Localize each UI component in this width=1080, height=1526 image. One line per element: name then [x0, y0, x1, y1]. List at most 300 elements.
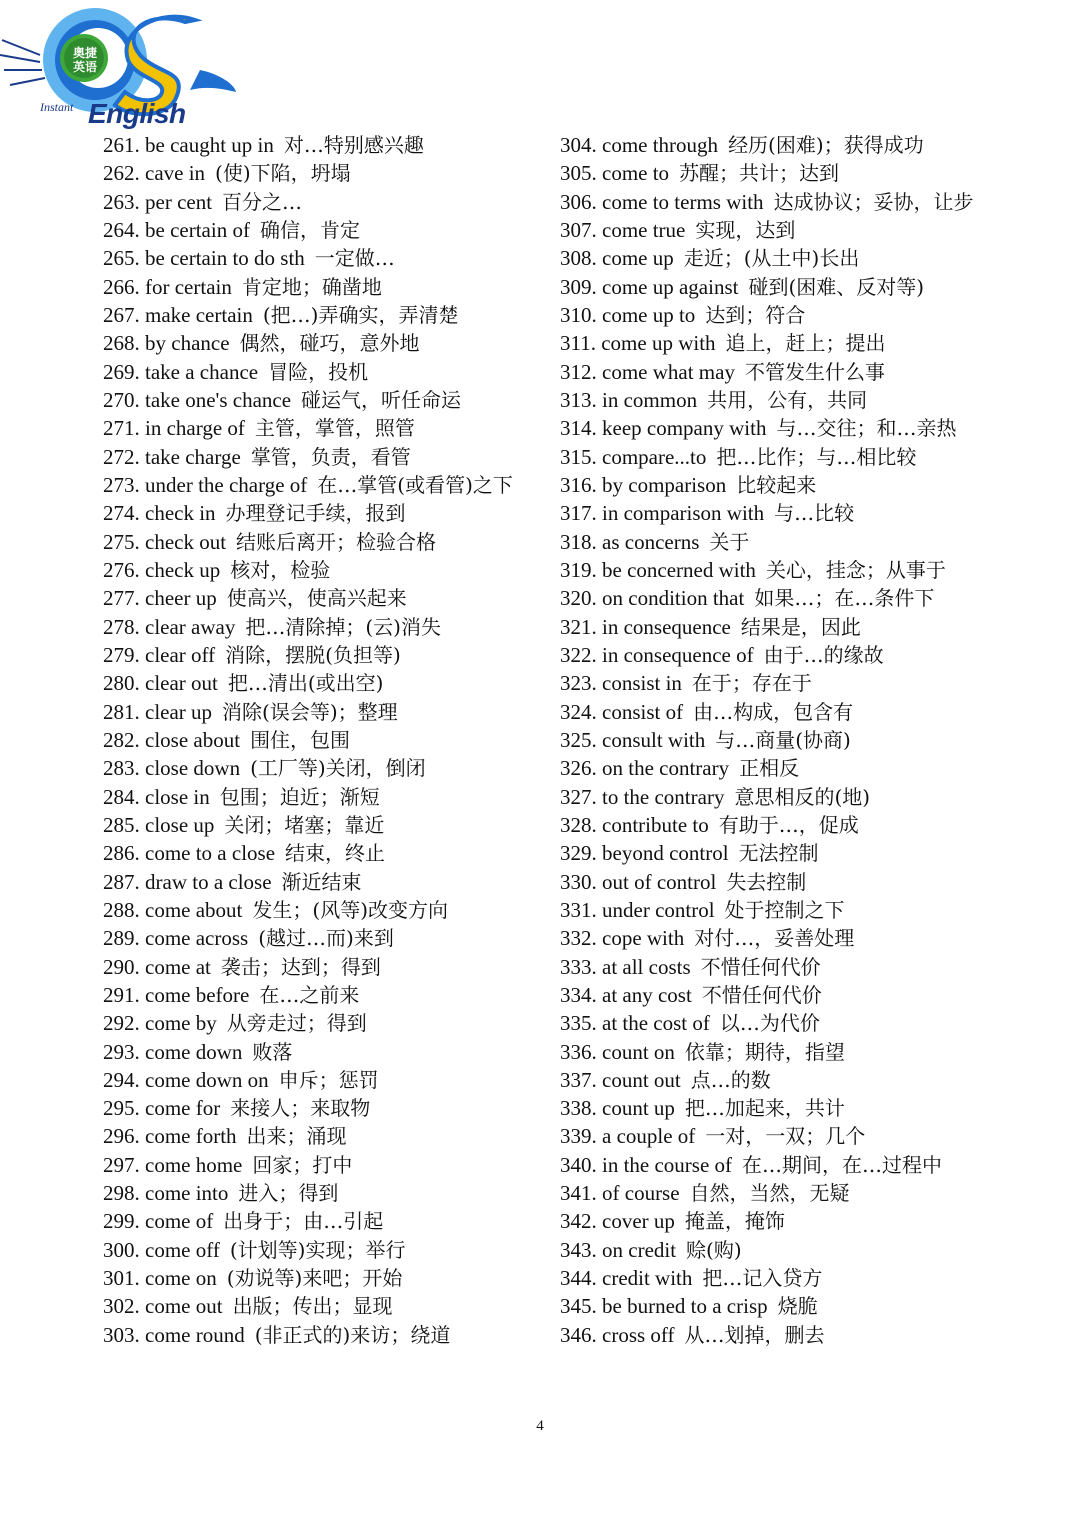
english-phrase: be concerned with [602, 557, 756, 582]
chinese-definition: 结果是，因此 [740, 614, 861, 639]
english-phrase: come of [145, 1209, 214, 1234]
entry-number: 302. [103, 1294, 140, 1319]
entry-number: 346. [560, 1322, 597, 1347]
chinese-definition: 出来；涌现 [246, 1124, 347, 1149]
phrase-entry [560, 301, 985, 329]
entry-number: 335. [560, 1011, 597, 1036]
english-phrase: a couple of [602, 1124, 696, 1149]
chinese-definition: 由…构成，包含有 [693, 699, 854, 724]
phrase-entry [103, 131, 528, 159]
chinese-definition: 办理登记手续，报到 [225, 501, 406, 526]
phrase-entry [103, 386, 528, 414]
english-phrase: come round [145, 1322, 245, 1347]
english-phrase: on the contrary [602, 756, 730, 781]
phrase-entry [103, 783, 528, 811]
english-phrase: consist in [602, 671, 682, 696]
entry-number: 281. [103, 699, 140, 724]
chinese-definition: 出身于；由…引起 [223, 1209, 384, 1234]
english-phrase: check out [145, 529, 227, 554]
entry-number: 269. [103, 359, 140, 384]
entry-number: 323. [560, 671, 597, 696]
chinese-definition: (非正式的)来访；绕道 [254, 1322, 451, 1347]
entry-number: 311. [560, 331, 596, 356]
english-phrase: cave in [145, 161, 206, 186]
english-phrase: take a chance [145, 359, 259, 384]
phrase-entry [103, 868, 528, 896]
entry-number: 313. [560, 387, 597, 412]
entry-number: 263. [103, 189, 140, 214]
chinese-definition: 正相反 [739, 756, 800, 781]
english-phrase: for certain [145, 274, 232, 299]
chinese-definition: 一定做… [314, 246, 395, 271]
english-phrase: out of control [602, 869, 717, 894]
phrase-entry [103, 216, 528, 244]
phrase-entry [560, 216, 985, 244]
chinese-definition: 进入；得到 [238, 1181, 339, 1206]
phrase-entry [560, 669, 985, 697]
entry-number: 332. [560, 926, 597, 951]
phrase-entry [103, 811, 528, 839]
chinese-definition: 偶然，碰巧，意外地 [239, 331, 420, 356]
chinese-definition: 苏醒；共计；达到 [679, 161, 840, 186]
phrase-entry [103, 159, 528, 187]
chinese-definition: 达到；符合 [705, 302, 806, 327]
entry-number: 316. [560, 472, 597, 497]
english-phrase: come to a close [145, 841, 276, 866]
phrase-entry [103, 273, 528, 301]
phrase-entry [103, 613, 528, 641]
chinese-definition: 如果…；在…条件下 [754, 586, 935, 611]
logo-instant-text: Instant [40, 100, 74, 114]
chinese-definition: 核对，检验 [230, 557, 331, 582]
phrase-entry [103, 499, 528, 527]
english-phrase: come through [602, 133, 719, 157]
chinese-definition: 关于 [709, 529, 750, 554]
english-phrase: cope with [602, 926, 685, 951]
entry-number: 283. [103, 756, 140, 781]
chinese-definition: 回家；打中 [252, 1152, 353, 1177]
english-phrase: close down [145, 756, 241, 781]
chinese-definition: 包围；迫近；渐短 [219, 784, 380, 809]
entry-number: 315. [560, 444, 597, 469]
chinese-definition: 在于；存在于 [691, 671, 812, 696]
english-phrase: come about [145, 897, 243, 922]
entry-number: 284. [103, 784, 140, 809]
chinese-definition: 结束，终止 [285, 841, 386, 866]
chinese-definition: 走近；(从土中)长出 [683, 246, 860, 271]
phrase-entry [560, 641, 985, 669]
english-phrase: per cent [145, 189, 213, 214]
entry-number: 305. [560, 161, 597, 186]
entry-number: 330. [560, 869, 597, 894]
phrase-entry [103, 329, 528, 357]
entry-number: 343. [560, 1237, 597, 1262]
entry-number: 317. [560, 501, 597, 526]
entry-number: 288. [103, 897, 140, 922]
entry-number: 292. [103, 1011, 140, 1036]
chinese-definition: 百分之… [222, 189, 303, 214]
phrase-entry [560, 443, 985, 471]
english-phrase: contribute to [602, 812, 709, 837]
chinese-definition: 碰到(困难、反对等) [748, 274, 925, 299]
phrase-entry [560, 1207, 985, 1235]
chinese-definition: 关心，挂念；从事于 [765, 557, 946, 582]
chinese-definition: 使高兴，使高兴起来 [226, 586, 407, 611]
english-phrase: be certain to do sth [145, 246, 305, 271]
chinese-definition: 与…交往；和…亲热 [776, 416, 957, 441]
english-phrase: clear up [145, 699, 213, 724]
entry-number: 326. [560, 756, 597, 781]
english-phrase: consult with [602, 727, 706, 752]
chinese-definition: 把…加起来，共计 [684, 1096, 845, 1121]
entry-number: 289. [103, 926, 140, 951]
phrase-entry [560, 1292, 985, 1320]
phrase-entry [103, 641, 528, 669]
phrase-entry [103, 1236, 528, 1264]
phrase-entry [560, 1179, 985, 1207]
entry-number: 261. [103, 133, 140, 157]
chinese-definition: 把…清除掉；(云)消失 [245, 614, 441, 639]
english-phrase: cover up [602, 1209, 675, 1234]
entry-number: 301. [103, 1266, 140, 1291]
chinese-definition: (工厂等)关闭，倒闭 [250, 756, 426, 781]
english-phrase: come up to [602, 302, 696, 327]
english-phrase: come true [602, 217, 686, 242]
phrase-entry [560, 329, 985, 357]
chinese-definition: 主管，掌管，照管 [254, 416, 415, 441]
phrase-entry [103, 698, 528, 726]
chinese-definition: (把…)弄确实，弄清楚 [262, 302, 459, 327]
entry-number: 345. [560, 1294, 597, 1319]
entry-number: 282. [103, 727, 140, 752]
chinese-definition: 无法控制 [738, 841, 819, 866]
entry-number: 277. [103, 586, 140, 611]
phrase-entry [103, 244, 528, 272]
english-phrase: come to terms with [602, 189, 764, 214]
phrase-entry [560, 839, 985, 867]
english-phrase: at the cost of [602, 1011, 710, 1036]
entry-number: 278. [103, 614, 140, 639]
phrase-entry [103, 414, 528, 442]
english-phrase: clear out [145, 671, 218, 696]
english-phrase: under control [602, 897, 715, 922]
chinese-definition: 申斥；惩罚 [278, 1067, 379, 1092]
phrase-entry [560, 726, 985, 754]
entry-number: 293. [103, 1039, 140, 1064]
english-phrase: keep company with [602, 416, 767, 441]
phrase-entry [560, 414, 985, 442]
page-number: 4 [536, 1418, 544, 1434]
phrase-entry [103, 471, 528, 499]
phrase-entry [560, 584, 985, 612]
phrase-entry [560, 613, 985, 641]
chinese-definition: 渐近结束 [281, 869, 362, 894]
chinese-definition: 围住，包围 [250, 727, 351, 752]
phrase-entry [560, 159, 985, 187]
instant-english-logo [0, 0, 240, 138]
phrase-entry [103, 981, 528, 1009]
phrase-entry [103, 953, 528, 981]
english-phrase: check in [145, 501, 216, 526]
entry-number: 279. [103, 642, 140, 667]
phrase-entry [103, 556, 528, 584]
chinese-definition: 点…的数 [690, 1067, 771, 1092]
phrase-entry [560, 783, 985, 811]
entry-number: 295. [103, 1096, 140, 1121]
phrase-entry [560, 1094, 985, 1122]
english-phrase: come up against [602, 274, 739, 299]
entry-number: 331. [560, 897, 597, 922]
chinese-definition: 与…商量(协商) [715, 727, 851, 752]
english-phrase: in the course of [602, 1152, 733, 1177]
phrase-entry [103, 443, 528, 471]
chinese-definition: 对…特别感兴趣 [283, 133, 424, 157]
chinese-definition: 从旁走过；得到 [226, 1011, 367, 1036]
english-phrase: in consequence [602, 614, 731, 639]
chinese-definition: 不管发生什么事 [744, 359, 885, 384]
english-phrase: of course [602, 1181, 680, 1206]
phrase-entry [560, 896, 985, 924]
phrase-entry [103, 1207, 528, 1235]
phrase-entry [103, 584, 528, 612]
phrase-entry [560, 131, 985, 159]
phrase-entry [560, 1066, 985, 1094]
chinese-definition: (使)下陷，坍塌 [215, 161, 351, 186]
phrase-entry [103, 896, 528, 924]
english-phrase: in comparison with [602, 501, 765, 526]
entry-number: 339. [560, 1124, 597, 1149]
english-phrase: cheer up [145, 586, 217, 611]
entry-number: 328. [560, 812, 597, 837]
entry-number: 262. [103, 161, 140, 186]
english-phrase: come up with [601, 331, 716, 356]
english-phrase: as concerns [602, 529, 700, 554]
entry-number: 307. [560, 217, 597, 242]
entry-number: 266. [103, 274, 140, 299]
chinese-definition: 掌管，负责，看管 [250, 444, 411, 469]
english-phrase: come for [145, 1096, 221, 1121]
phrase-entry [560, 1122, 985, 1150]
entry-number: 275. [103, 529, 140, 554]
phrase-entry [103, 1066, 528, 1094]
entry-number: 308. [560, 246, 597, 271]
phrase-entry [103, 839, 528, 867]
entry-number: 327. [560, 784, 597, 809]
chinese-definition: 把…比作；与…相比较 [716, 444, 917, 469]
chinese-definition: 对付…，妥善处理 [694, 926, 855, 951]
phrase-entry [560, 868, 985, 896]
phrase-entry [560, 1009, 985, 1037]
english-phrase: on credit [602, 1237, 677, 1262]
entry-number: 303. [103, 1322, 140, 1347]
english-phrase: compare...to [602, 444, 707, 469]
entry-number: 290. [103, 954, 140, 979]
entry-number: 270. [103, 387, 140, 412]
english-phrase: come into [145, 1181, 229, 1206]
phrase-entry [560, 244, 985, 272]
phrase-entry [560, 953, 985, 981]
entry-number: 319. [560, 557, 597, 582]
phrase-entry [560, 754, 985, 782]
entry-number: 322. [560, 642, 597, 667]
chinese-definition: 实现，达到 [695, 217, 796, 242]
phrase-entry [560, 924, 985, 952]
english-phrase: be certain of [145, 217, 250, 242]
english-phrase: count up [602, 1096, 675, 1121]
entry-number: 306. [560, 189, 597, 214]
entry-number: 337. [560, 1067, 597, 1092]
phrase-entry [103, 1292, 528, 1320]
chinese-definition: 由于…的缘故 [763, 642, 884, 667]
chinese-definition: 赊(购) [686, 1237, 742, 1262]
entry-number: 309. [560, 274, 597, 299]
chinese-definition: 不惜任何代价 [700, 954, 821, 979]
phrase-entry [560, 358, 985, 386]
entry-number: 272. [103, 444, 140, 469]
english-phrase: come down on [145, 1067, 269, 1092]
english-phrase: credit with [602, 1266, 693, 1291]
english-phrase: come at [145, 954, 211, 979]
english-phrase: to the contrary [602, 784, 725, 809]
phrase-entry [560, 811, 985, 839]
chinese-definition: 掩盖，掩饰 [684, 1209, 785, 1234]
chinese-definition: 失去控制 [726, 869, 807, 894]
english-phrase: by comparison [602, 472, 727, 497]
phrase-entry [560, 188, 985, 216]
phrase-entry [560, 499, 985, 527]
phrase-entry [560, 981, 985, 1009]
chinese-definition: (劝说等)来吧；开始 [226, 1266, 403, 1291]
chinese-definition: 消除，摆脱(负担等) [225, 642, 401, 667]
english-phrase: be caught up in [145, 133, 274, 157]
phrase-entry [560, 698, 985, 726]
entry-number: 291. [103, 982, 140, 1007]
phrase-entry [560, 1264, 985, 1292]
entry-number: 318. [560, 529, 597, 554]
english-phrase: come what may [602, 359, 735, 384]
entry-number: 341. [560, 1181, 597, 1206]
phrase-entry [103, 1009, 528, 1037]
english-phrase: clear away [145, 614, 236, 639]
entry-number: 338. [560, 1096, 597, 1121]
english-phrase: come out [145, 1294, 223, 1319]
entry-number: 285. [103, 812, 140, 837]
entry-number: 340. [560, 1152, 597, 1177]
entry-number: 286. [103, 841, 140, 866]
entry-number: 268. [103, 331, 140, 356]
entry-number: 333. [560, 954, 597, 979]
chinese-definition: 败落 [252, 1039, 293, 1064]
chinese-definition: 与…比较 [774, 501, 855, 526]
chinese-definition: 不惜任何代价 [701, 982, 822, 1007]
phrase-entry [103, 358, 528, 386]
english-phrase: check up [145, 557, 221, 582]
chinese-definition: 处于控制之下 [724, 897, 845, 922]
english-phrase: come down [145, 1039, 243, 1064]
chinese-definition: (越过…而)来到 [258, 926, 394, 951]
chinese-definition: 冒险，投机 [268, 359, 369, 384]
left-column-phrase-list [103, 131, 528, 1349]
phrase-entry [103, 1321, 528, 1349]
english-phrase: make certain [145, 302, 253, 327]
phrase-entry [560, 528, 985, 556]
chinese-definition: 意思相反的(地) [734, 784, 871, 809]
entry-number: 310. [560, 302, 597, 327]
phrase-entry [103, 754, 528, 782]
chinese-definition: 在…之前来 [259, 982, 360, 1007]
english-phrase: close about [145, 727, 241, 752]
entry-number: 294. [103, 1067, 140, 1092]
entry-number: 296. [103, 1124, 140, 1149]
chinese-definition: 比较起来 [736, 472, 817, 497]
entry-number: 287. [103, 869, 140, 894]
english-phrase: take charge [145, 444, 241, 469]
english-phrase: by chance [145, 331, 230, 356]
chinese-definition: 发生；(风等)改变方向 [252, 897, 448, 922]
chinese-definition: 碰运气，听任命运 [301, 387, 462, 412]
entry-number: 273. [103, 472, 140, 497]
logo-english-text: English [88, 98, 186, 129]
entry-number: 297. [103, 1152, 140, 1177]
english-phrase: in consequence of [602, 642, 754, 667]
entry-number: 271. [103, 416, 140, 441]
entry-number: 321. [560, 614, 597, 639]
chinese-definition: 从…划掉，删去 [684, 1322, 825, 1347]
chinese-definition: 以…为代价 [719, 1011, 820, 1036]
chinese-definition: 自然，当然，无疑 [689, 1181, 850, 1206]
chinese-definition: 确信，肯定 [259, 217, 360, 242]
phrase-entry [103, 726, 528, 754]
english-phrase: cross off [602, 1322, 675, 1347]
english-phrase: be burned to a crisp [602, 1294, 768, 1319]
chinese-definition: 在…期间，在…过程中 [742, 1152, 943, 1177]
chinese-definition: 在…掌管(或看管)之下 [317, 472, 513, 497]
english-phrase: draw to a close [145, 869, 272, 894]
logo-badge-text: 奥捷英语 [72, 46, 97, 74]
phrase-entry [103, 1038, 528, 1066]
chinese-definition: 肯定地；确凿地 [241, 274, 382, 299]
chinese-definition: 有助于…，促成 [718, 812, 859, 837]
phrase-entry [560, 556, 985, 584]
chinese-definition: 消除(误会等)；整理 [222, 699, 398, 724]
english-phrase: beyond control [602, 841, 729, 866]
phrase-entry [560, 1236, 985, 1264]
chinese-definition: 一对，一双；几个 [705, 1124, 866, 1149]
entry-number: 344. [560, 1266, 597, 1291]
english-phrase: at all costs [602, 954, 691, 979]
phrase-entry [103, 1179, 528, 1207]
chinese-definition: (计划等)实现；举行 [229, 1237, 406, 1262]
phrase-entry [103, 528, 528, 556]
english-phrase: come on [145, 1266, 217, 1291]
chinese-definition: 袭击；达到；得到 [220, 954, 381, 979]
english-phrase: at any cost [602, 982, 692, 1007]
chinese-definition: 把…记入贷方 [702, 1266, 823, 1291]
entry-number: 264. [103, 217, 140, 242]
entry-number: 298. [103, 1181, 140, 1206]
chinese-definition: 追上，赶上；提出 [725, 331, 886, 356]
chinese-definition: 烧脆 [777, 1294, 818, 1319]
phrase-entry [103, 301, 528, 329]
entry-number: 280. [103, 671, 140, 696]
entry-number: 274. [103, 501, 140, 526]
entry-number: 314. [560, 416, 597, 441]
phrase-entry [103, 1122, 528, 1150]
phrase-entry [560, 386, 985, 414]
entry-number: 329. [560, 841, 597, 866]
chinese-definition: 共用，公有，共同 [707, 387, 868, 412]
phrase-entry [560, 471, 985, 499]
